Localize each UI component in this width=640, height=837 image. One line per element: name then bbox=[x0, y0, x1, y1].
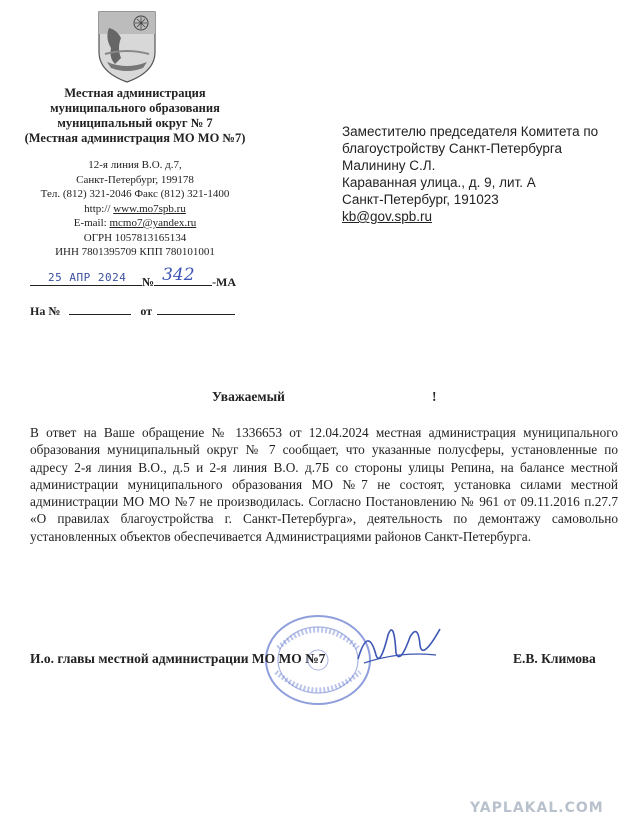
sender-organization bbox=[20, 86, 250, 146]
number-label: № bbox=[142, 275, 155, 289]
number-suffix: -МА bbox=[212, 275, 237, 289]
address-line: 12-я линия В.О. д.7, bbox=[88, 159, 182, 171]
in-reply-label: На № bbox=[30, 304, 61, 318]
date-field bbox=[30, 271, 142, 286]
in-reply-number-field bbox=[69, 302, 131, 315]
ogrn-line: ОГРН 1057813165134 bbox=[83, 231, 187, 244]
from-label: от bbox=[140, 304, 153, 318]
phone-line: Тел. (812) 321-2046 Факс (812) 321-1400 bbox=[40, 188, 230, 200]
recipient-city: Санкт-Петербург, 191023 bbox=[342, 192, 499, 207]
incoming-reference bbox=[30, 302, 235, 319]
org-line: Местная администрация bbox=[64, 86, 206, 100]
email-label: E-mail: bbox=[73, 217, 107, 229]
date-stamp: 25 АПР 2024 bbox=[48, 271, 127, 284]
handwritten-number: 342 bbox=[162, 265, 195, 285]
recipient-email[interactable]: kb@gov.spb.ru bbox=[342, 209, 432, 224]
salutation: Уважаемый bbox=[212, 389, 285, 404]
number-field bbox=[154, 265, 212, 286]
recipient-line: Заместителю председателя Комитета по bbox=[342, 124, 599, 139]
email-line bbox=[20, 216, 250, 231]
salutation-exclamation: ! bbox=[432, 389, 437, 404]
outgoing-reference bbox=[30, 265, 237, 290]
email-link[interactable]: mcmo7@yandex.ru bbox=[109, 217, 197, 229]
site-watermark: YAPLAKAL.COM bbox=[470, 800, 604, 816]
letter-body: В ответ на Ваше обращение № 1336653 от 12.04.2024 местная администрация муниципального образования муниципальный округ № 7 сообщает, что указанные полусферы, установленные по адресу 2-я линия В.О., д.5 и 2-я линия В.О. д.7Б со стороны улицы Репина, на балансе местной администрации муниципального образования МО №7 не состоят, установка силами местной администрации МО МО №7 не производилась. Согласно Постановлению № 961 от 09.11.2016 п.27.7 «О правилах благоустройства г. Санкт-Петербурга», деятельность по демонтажу самовольно установленных объектов обеспечивается Администрациями районов Санкт-Петербурга. bbox=[30, 425, 618, 544]
from-date-field bbox=[157, 302, 235, 315]
org-line: (Местная администрация МО МО №7) bbox=[24, 131, 246, 145]
recipient-name: Малинину С.Л. bbox=[342, 158, 436, 173]
recipient-line: благоустройству Санкт-Петербурга bbox=[342, 141, 562, 156]
coat-of-arms-logo bbox=[95, 8, 159, 84]
website-link[interactable]: www.mo7spb.ru bbox=[113, 202, 186, 215]
recipient-block bbox=[342, 123, 632, 225]
sender-contacts bbox=[20, 158, 250, 260]
signatory-name: Е.В. Климова bbox=[513, 651, 596, 666]
address-line: Санкт-Петербург, 199178 bbox=[76, 173, 194, 186]
website-line bbox=[20, 202, 250, 217]
inn-kpp-line: ИНН 7801395709 КПП 780101001 bbox=[55, 246, 215, 258]
recipient-address: Караванная улица., д. 9, лит. А bbox=[342, 175, 536, 190]
handwritten-signature bbox=[350, 615, 450, 675]
signatory-position: И.о. главы местной администрации МО МО №7 bbox=[30, 651, 326, 666]
org-line: муниципального образования bbox=[50, 101, 220, 115]
http-label: http:// bbox=[84, 202, 111, 215]
org-line: муниципальный округ № 7 bbox=[57, 116, 213, 130]
